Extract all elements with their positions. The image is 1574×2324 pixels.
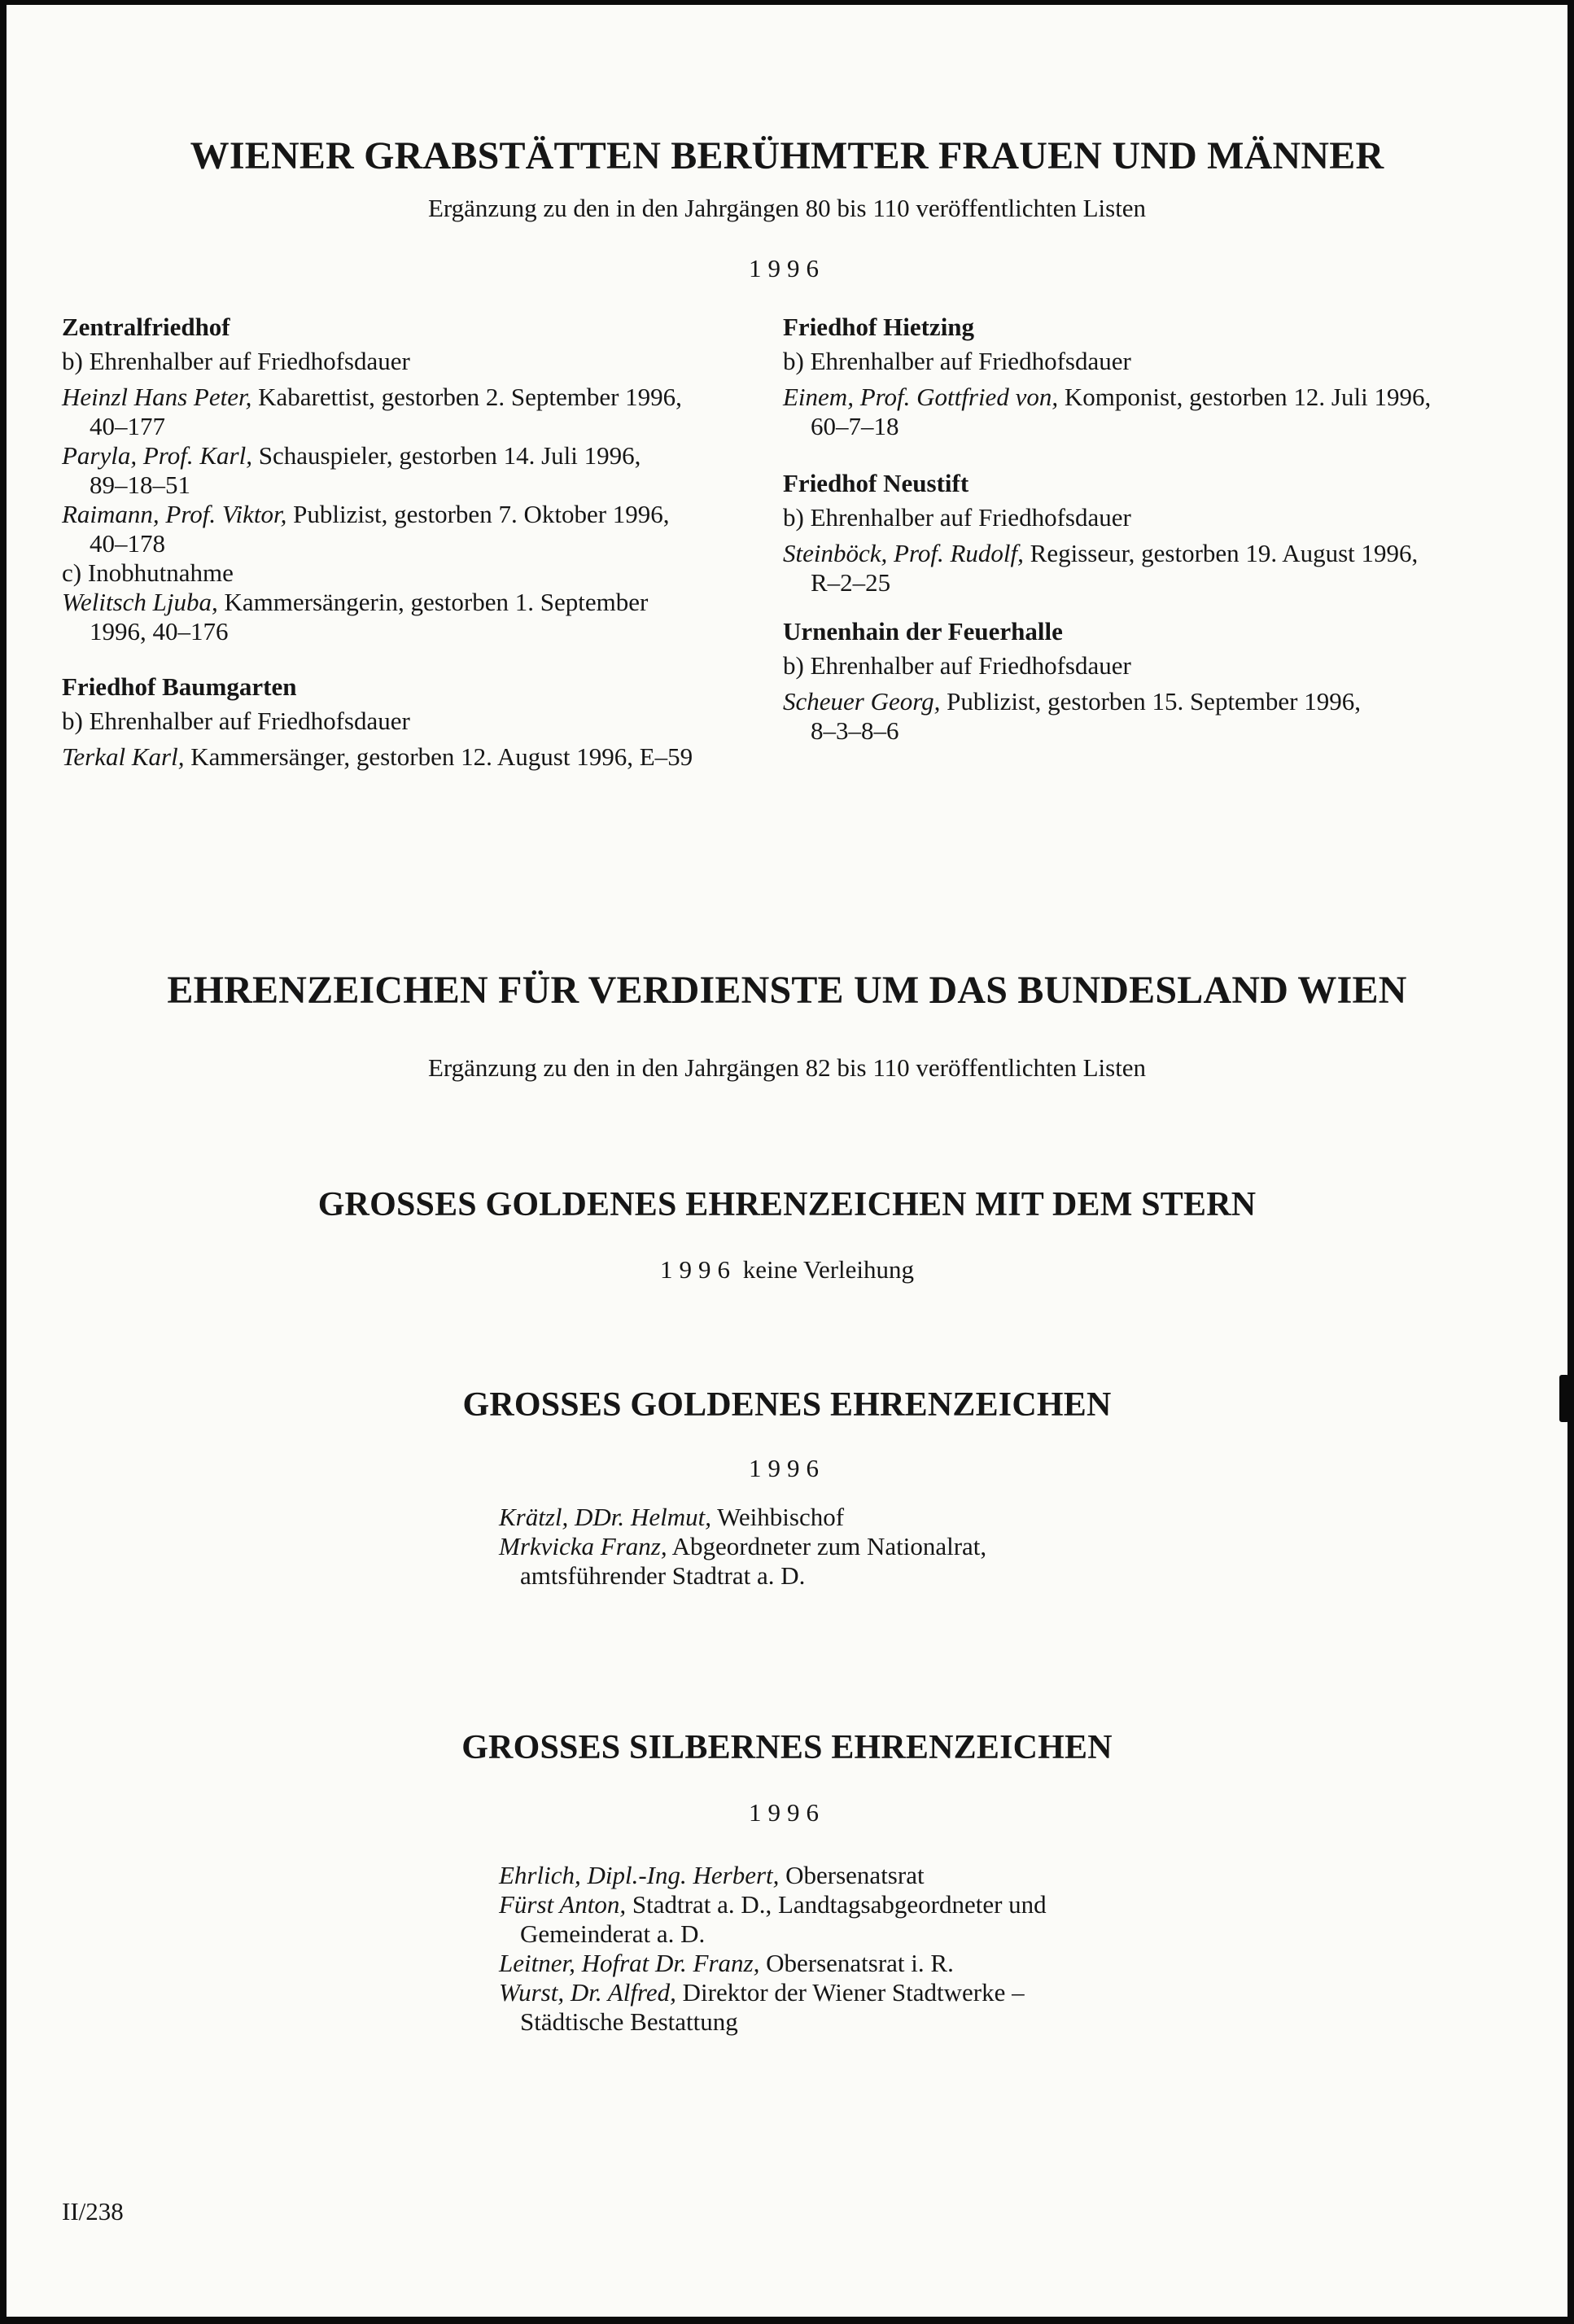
person-name: Welitsch Ljuba,	[62, 588, 218, 616]
honors-subtitle: Ergänzung zu den in den Jahrgängen 82 bis 110 veröffentlichten Listen	[427, 1053, 1147, 1082]
grave-entry	[783, 383, 1480, 441]
person-name: Einem, Prof. Gottfried von,	[783, 383, 1059, 411]
person-name: Paryla, Prof. Karl,	[62, 441, 252, 470]
person-name: Mrkvicka Franz,	[499, 1532, 667, 1560]
grave-entry	[783, 687, 1480, 746]
category-label: b) Ehrenhalber auf Friedhofsdauer	[62, 347, 410, 375]
category-label: b) Ehrenhalber auf Friedhofsdauer	[62, 707, 410, 735]
person-name: Raimann, Prof. Viktor,	[62, 500, 287, 528]
category-label: b) Ehrenhalber auf Friedhofsdauer	[783, 651, 1131, 680]
entry-details: Kammersängerin, gestorben 1. September	[217, 588, 649, 616]
gold-award-list	[499, 1503, 1117, 1591]
entry-continuation: Städtische Bestattung	[520, 2007, 738, 2036]
graves-title: WIENER GRABSTÄTTEN BERÜHMTER FRAUEN UND MÄNNER	[190, 134, 1384, 177]
grave-location: 89–18–51	[90, 470, 190, 499]
recipient-entry	[499, 1861, 1117, 1890]
cemetery-heading-zentralfriedhof: Zentralfriedhof	[62, 313, 230, 341]
person-name: Leitner, Hofrat Dr. Franz,	[499, 1949, 760, 1977]
grave-entry	[62, 500, 754, 558]
cemetery-heading-hietzing: Friedhof Hietzing	[783, 313, 975, 341]
gold-award-title: GROSSES GOLDENES EHRENZEICHEN	[462, 1386, 1112, 1424]
grave-location: 40–177	[90, 412, 165, 440]
grave-location: 60–7–18	[811, 412, 899, 440]
right-column	[783, 311, 1480, 746]
grave-entry	[62, 742, 754, 772]
star-award-line	[7, 1255, 1567, 1285]
entry-details: Obersenatsrat	[779, 1861, 925, 1889]
recipient-entry	[499, 1532, 1117, 1591]
cemetery-heading-baumgarten: Friedhof Baumgarten	[62, 672, 297, 701]
recipient-entry	[499, 1949, 1117, 1978]
entry-details: Regisseur, gestorben 19. August 1996,	[1023, 539, 1419, 567]
grave-location: R–2–25	[811, 568, 891, 597]
category-label: c) Inobhutnahme	[62, 558, 234, 587]
star-award-year: 1996	[659, 1255, 737, 1284]
person-name: Ehrlich, Dipl.-Ing. Herbert,	[499, 1861, 780, 1889]
honors-title: EHRENZEICHEN FÜR VERDIENSTE UM DAS BUNDESLAND WIEN	[167, 969, 1407, 1012]
cemetery-heading-urnenhain: Urnenhain der Feuerhalle	[783, 617, 1063, 646]
silver-award-title: GROSSES SILBERNES EHRENZEICHEN	[461, 1729, 1113, 1766]
person-name: Steinböck, Prof. Rudolf,	[783, 539, 1024, 567]
grave-entry	[783, 539, 1480, 597]
gold-award-year: 1996	[749, 1454, 825, 1482]
graves-year: 1996	[749, 254, 825, 282]
graves-subtitle: Ergänzung zu den in den Jahrgängen 80 bis 110 veröffentlichten Listen	[427, 194, 1147, 222]
cemetery-heading-neustift: Friedhof Neustift	[783, 469, 969, 497]
recipient-entry	[499, 1978, 1117, 2037]
star-award-title: GROSSES GOLDENES EHRENZEICHEN MIT DEM STERN	[317, 1186, 1257, 1223]
grave-location: 40–178	[90, 529, 165, 558]
entry-details: Obersenatsrat i. R.	[759, 1949, 954, 1977]
grave-entry	[62, 588, 754, 646]
recipient-entry	[499, 1503, 1117, 1532]
left-column	[62, 311, 754, 772]
grave-location: 1996, 40–176	[90, 617, 229, 646]
page-number: II/238	[62, 2197, 124, 2226]
person-name: Terkal Karl,	[62, 742, 185, 771]
entry-details: Kabarettist, gestorben 2. September 1996,	[251, 383, 682, 411]
document-page	[7, 5, 1567, 2317]
entry-details: Stadtrat a. D., Landtagsabgeordneter und	[626, 1890, 1047, 1919]
entry-continuation: Gemeinderat a. D.	[520, 1919, 706, 1948]
person-name: Scheuer Georg,	[783, 687, 941, 716]
entry-continuation: amtsführender Stadtrat a. D.	[520, 1561, 806, 1590]
entry-details: Weihbischof	[710, 1503, 845, 1531]
entry-details: Publizist, gestorben 7. Oktober 1996,	[286, 500, 670, 528]
entry-details: Abgeordneter zum Nationalrat,	[667, 1532, 987, 1560]
entry-details: Schauspieler, gestorben 14. Juli 1996,	[251, 441, 641, 470]
star-award-note: keine Verleihung	[742, 1255, 915, 1284]
entry-details: Publizist, gestorben 15. September 1996,	[940, 687, 1362, 716]
entry-details: Komponist, gestorben 12. Juli 1996,	[1058, 383, 1432, 411]
person-name: Fürst Anton,	[499, 1890, 627, 1919]
category-label: b) Ehrenhalber auf Friedhofsdauer	[783, 347, 1131, 375]
entry-details: Kammersänger, gestorben 12. August 1996, E–59	[184, 742, 693, 771]
silver-award-year: 1996	[749, 1798, 825, 1827]
scan-edge-mark	[1559, 1375, 1569, 1422]
grave-entry	[62, 441, 754, 500]
recipient-entry	[499, 1890, 1117, 1949]
grave-entry	[62, 383, 754, 441]
grave-location: 8–3–8–6	[811, 716, 899, 745]
entry-details: Direktor der Wiener Stadtwerke –	[676, 1978, 1025, 2007]
person-name: Krätzl, DDr. Helmut,	[499, 1503, 711, 1531]
category-label: b) Ehrenhalber auf Friedhofsdauer	[783, 503, 1131, 532]
person-name: Heinzl Hans Peter,	[62, 383, 252, 411]
person-name: Wurst, Dr. Alfred,	[499, 1978, 676, 2007]
silver-award-list	[499, 1861, 1117, 2037]
